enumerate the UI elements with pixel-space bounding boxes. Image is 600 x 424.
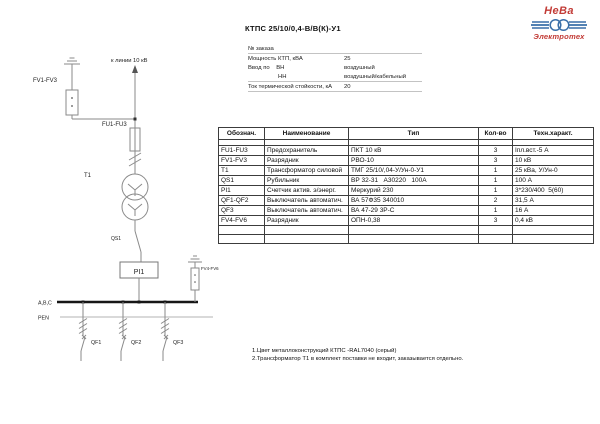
- spec-label: Ток термической стойкости, кА: [248, 83, 333, 90]
- col-header-type: Тип: [349, 128, 479, 140]
- table-cell: 3: [479, 156, 513, 166]
- table-cell: РВО-10: [349, 156, 479, 166]
- table-cell: ВА 57Ф35 340010: [349, 196, 479, 206]
- table-cell: ВР 32-31 А30220 100А: [349, 176, 479, 186]
- spec-list: [248, 44, 422, 92]
- col-header-name: Наименование: [265, 128, 349, 140]
- table-cell: Разрядник: [265, 216, 349, 226]
- spec-label: № заказа: [248, 45, 274, 52]
- transformer-emblem-icon: [530, 18, 588, 32]
- table-row: [219, 196, 594, 206]
- spec-row-input-hv: [248, 63, 422, 72]
- table-cell: Т1: [219, 166, 265, 176]
- hv-line-label: к линии 10 кВ: [111, 58, 148, 64]
- table-cell: QS1: [219, 176, 265, 186]
- junction-dot: [138, 301, 141, 304]
- pen-label: PEN: [38, 315, 49, 322]
- switch-qs1: [135, 220, 141, 262]
- arrester-fv4-label: FV4-FV6: [201, 266, 219, 271]
- busbar-abc-label: А,В,С: [38, 300, 52, 307]
- feeder-qf2: [119, 302, 127, 361]
- arrester-gap-dot: [194, 274, 196, 276]
- feeder-qf2-label: QF2: [131, 340, 142, 346]
- col-header-tech: Техн.характ.: [513, 128, 594, 140]
- arrester-gap-dot: [71, 97, 73, 99]
- table-cell: ОПН-0,38: [349, 216, 479, 226]
- col-header-qty: Кол-во: [479, 128, 513, 140]
- transformer-t1: [122, 174, 148, 220]
- table-row: [219, 186, 594, 196]
- table-cell: 1: [479, 186, 513, 196]
- arrester-fv4-fv6: [188, 256, 202, 302]
- arrester-gap-dot: [194, 281, 196, 283]
- note-line: 1.Цвет металлоконструкций КТПС -RAL7040 (серый): [252, 348, 397, 354]
- arrester-fv1-fv3: [64, 58, 135, 119]
- table-row: [219, 216, 594, 226]
- transformer-t1-label: Т1: [84, 173, 92, 179]
- feeder-qf3: [161, 302, 169, 361]
- arrester-fv1-label: FV1-FV3: [33, 78, 58, 84]
- table-cell: Рубильник: [265, 176, 349, 186]
- junction-dot: [134, 118, 137, 121]
- table-cell: 1: [479, 166, 513, 176]
- table-cell: Разрядник: [265, 156, 349, 166]
- table-cell: 10 кВ: [513, 156, 594, 166]
- fuse-fu1-label: FU1-FU3: [102, 122, 127, 128]
- table-cell: 3: [479, 146, 513, 156]
- feeder-qf1-label: QF1: [91, 340, 102, 346]
- table-cell: Iпл.вст.-5 А: [513, 146, 594, 156]
- arrester-gap-dot: [71, 105, 73, 107]
- spec-label: НН: [278, 73, 287, 80]
- table-cell: QF1-QF2: [219, 196, 265, 206]
- feeder-qf3-label: QF3: [173, 340, 184, 346]
- table-cell: ВА 47-29 3Р-С: [349, 206, 479, 216]
- table-cell: FV1-FV3: [219, 156, 265, 166]
- brand-logo: [520, 6, 598, 41]
- drawing-title: КТПС 25/10/0,4-В/В(К)-У1: [245, 24, 341, 33]
- table-header-row: [219, 128, 594, 140]
- spec-value: 25: [344, 55, 351, 62]
- arrow-up-icon: [132, 65, 138, 73]
- spec-value: воздушный/кабельный: [344, 73, 407, 80]
- table-cell: Выключатель автоматич.: [265, 196, 349, 206]
- table-cell: 25 кВа, У/Ун-0: [513, 166, 594, 176]
- spec-value: воздушный: [344, 64, 375, 71]
- switch-qs1-label: QS1: [111, 236, 122, 242]
- spec-label: Ввод по ВН: [248, 64, 285, 71]
- spec-row-order: [248, 44, 422, 54]
- notes: [252, 348, 463, 363]
- spec-row-thermal-current: [248, 82, 422, 92]
- spec-row-input-lv: [248, 72, 422, 82]
- table-cell: Выключатель автоматич.: [265, 206, 349, 216]
- table-cell: FU1-FU3: [219, 146, 265, 156]
- table-cell: 3: [479, 216, 513, 226]
- feeder-qf1: [79, 302, 87, 361]
- table-row: [219, 166, 594, 176]
- table-cell: 100 А: [513, 176, 594, 186]
- table-cell: Предохранитель: [265, 146, 349, 156]
- table-cell: 0,4 кВ: [513, 216, 594, 226]
- spec-value: [344, 46, 422, 52]
- table-cell: Счетчик актив. э/энерг.: [265, 186, 349, 196]
- meter-pi1-label: PI1: [133, 269, 145, 276]
- table-cell: 1: [479, 206, 513, 216]
- table-cell: 2: [479, 196, 513, 206]
- table-cell: ТМГ 25/10/,04-У/Ун-0-У1: [349, 166, 479, 176]
- table-empty-row: [219, 235, 594, 244]
- table-cell: QF3: [219, 206, 265, 216]
- table-cell: FV4-FV6: [219, 216, 265, 226]
- spec-label: Мощность КТП, кВА: [248, 55, 303, 62]
- table-cell: 1: [479, 176, 513, 186]
- table-row: [219, 176, 594, 186]
- table-row: [219, 146, 594, 156]
- table-row: [219, 206, 594, 216]
- table-cell: Меркурий 230: [349, 186, 479, 196]
- col-header-designation: Обознач.: [219, 128, 265, 140]
- table-empty-row: [219, 226, 594, 235]
- brand-subname: Электротех: [533, 32, 585, 41]
- table-cell: ПКТ 10 кВ: [349, 146, 479, 156]
- table-row: [219, 156, 594, 166]
- table-cell: PI1: [219, 186, 265, 196]
- table-cell: 3*230/400 5(60): [513, 186, 594, 196]
- single-line-diagram: [0, 0, 240, 400]
- brand-name: НеВа: [544, 5, 574, 17]
- table-cell: 31,5 А: [513, 196, 594, 206]
- table-cell: Трансформатор силовой: [265, 166, 349, 176]
- note-line: 2.Трансформатор Т1 в комплект поставки не входит, заказывается отдельно.: [252, 355, 464, 362]
- table-cell: 16 А: [513, 206, 594, 216]
- equipment-table: [218, 127, 594, 244]
- spec-value: 20: [344, 83, 351, 90]
- spec-row-power: [248, 54, 422, 63]
